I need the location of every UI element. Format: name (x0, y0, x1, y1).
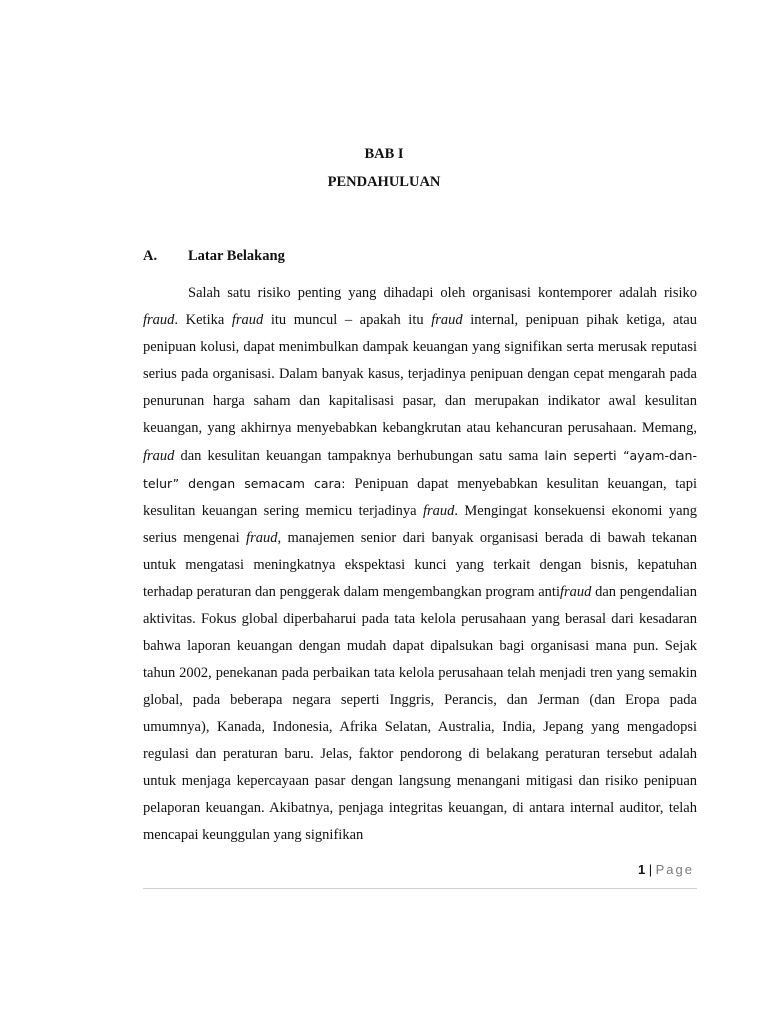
text-run: , manajemen senior dari banyak organisasi berada di bawah tekanan untuk mengatasi meningkatnya ekspektasi kunci yang terkait dengan bisnis, kepatuhan terhadap peraturan dan penggerak dalam mengembangkan program anti (143, 530, 697, 600)
italic-term: fraud (143, 448, 175, 464)
section-letter: A. (143, 248, 158, 264)
page-label: Page (655, 862, 694, 877)
footer-divider (143, 888, 697, 889)
text-run: dan kesulitan keuangan tampaknya berhubungan satu sama (174, 448, 545, 464)
italic-term: fraud (143, 312, 175, 328)
italic-term: fraud (231, 312, 264, 328)
text-run: . Ketika (174, 312, 232, 328)
section-heading (143, 248, 285, 265)
text-run: . Mengingat konsekuensi ekonomi yang serius mengenai (143, 503, 698, 546)
italic-term: fraud (422, 503, 455, 519)
text-run: Salah satu risiko penting yang dihadapi oleh organisasi kontemporer adalah risiko (188, 285, 697, 301)
text-run-sans: lain seperti “ayam-dan-telur” dengan semacam cara: (143, 448, 697, 491)
section-title: Latar Belakang (188, 248, 285, 264)
italic-term: fraud (246, 530, 278, 546)
italic-term: fraud (431, 312, 463, 328)
footer-separator: | (648, 862, 653, 877)
text-run: internal, penipuan pihak ketiga, atau penipuan kolusi, dapat menimbulkan dampak keuangan yang signifikan serta merusak reputasi serius pada organisasi. Dalam banyak kasus, terjadinya penipuan dengan cepat mengarah pada penurunan harga saham dan kapitalisasi pasar, dan merupakan indikator awal kesulitan keuangan, yang akhirnya menyebabkan kebangkrutan atau kehancuran perusahaan. Memang, (143, 312, 697, 436)
italic-term: fraud (560, 584, 592, 600)
page-number: 1 (638, 862, 646, 877)
chapter-title: PENDAHULUAN (327, 174, 441, 190)
chapter-number: BAB I (364, 146, 404, 162)
page-footer (638, 862, 694, 877)
text-run: Penipuan dapat menyebabkan kesulitan keuangan, tapi kesulitan keuangan sering memicu terjadinya (143, 476, 697, 519)
text-run: itu muncul – apakah itu (263, 312, 432, 328)
body-text (143, 280, 697, 849)
paragraph (143, 280, 697, 849)
text-run: dan pengendalian aktivitas. Fokus global diperbaharui pada tata kelola perusahaan yang berasal dari kesadaran bahwa laporan keuangan dengan mudah dapat dipalsukan bagi organisasi mana pun. Sejak tahun 2002, penekanan pada perbaikan tata kelola perusahaan telah menjadi tren yang semakin global, pada beberapa negara seperti Inggris, Perancis, dan Jerman (dan Eropa pada umumnya), Kanada, Indonesia, Afrika Selatan, Australia, India, Jepang yang mengadopsi regulasi dan peraturan baru. Jelas, faktor pendorong di belakang peraturan tersebut adalah untuk menjaga kepercayaan pasar dengan langsung menangani mitigasi dan risiko penipuan pelaporan keuangan. Akibatnya, penjaga integritas keuangan, di antara internal auditor, telah mencapai keunggulan yang signifikan (143, 584, 697, 843)
